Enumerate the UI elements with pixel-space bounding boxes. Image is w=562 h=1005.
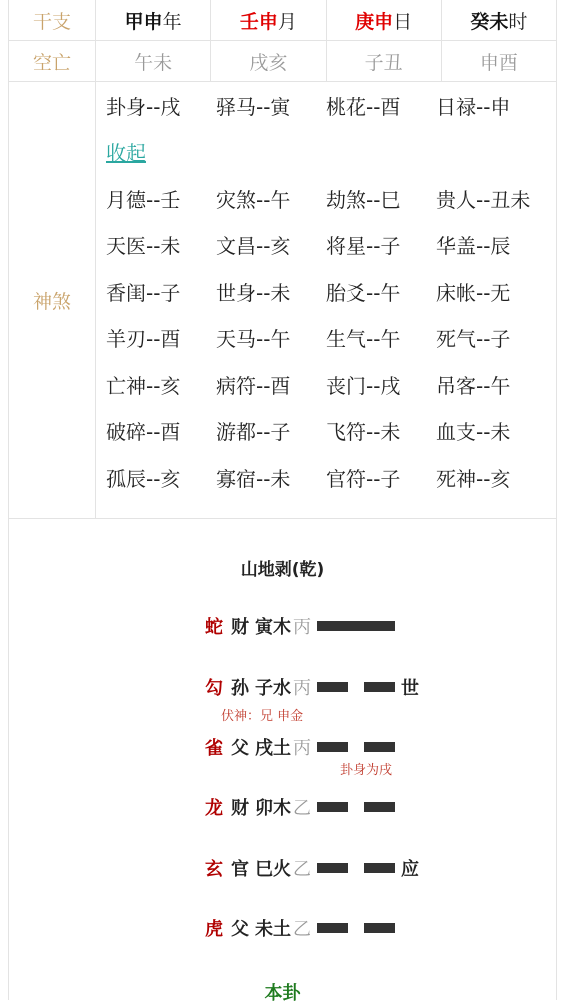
shensha-line bbox=[106, 454, 556, 501]
shensha-item: 血支--未 bbox=[436, 420, 511, 445]
shensha-item: 官符--子 bbox=[326, 466, 401, 491]
yin-line-left bbox=[317, 802, 348, 812]
yao-relation: 孙 bbox=[231, 678, 249, 699]
shensha-item: 胎爻--午 bbox=[326, 280, 401, 305]
shensha-item: 天马--午 bbox=[216, 327, 291, 352]
shensha-row bbox=[9, 82, 556, 519]
yao-line-6 bbox=[205, 613, 395, 639]
bengua-label: 本卦 bbox=[264, 983, 301, 1004]
yao-animal: 龙 bbox=[205, 798, 223, 819]
shensha-item: 破碎--酉 bbox=[106, 420, 181, 445]
yao-branch: 未土 bbox=[255, 919, 291, 940]
year-branch: 申 bbox=[143, 10, 163, 33]
ganzhi-label: 干支 bbox=[9, 0, 96, 40]
yao-relation: 父 bbox=[231, 919, 249, 940]
yao-branch: 子水 bbox=[255, 678, 291, 699]
yao-branch: 戌土 bbox=[255, 738, 291, 759]
yao-line-2 bbox=[205, 855, 419, 881]
month-pillar bbox=[211, 0, 326, 40]
shensha-item: 死神--亥 bbox=[436, 466, 511, 491]
shensha-item: 卦身--戌 bbox=[106, 94, 181, 119]
yao-stem: 乙 bbox=[293, 798, 311, 819]
shensha-item: 亡神--亥 bbox=[106, 373, 181, 398]
yin-line-right bbox=[364, 682, 395, 692]
shensha-line bbox=[106, 175, 556, 222]
shensha-item: 床帐--无 bbox=[436, 280, 511, 305]
ying-mark: 应 bbox=[401, 859, 419, 880]
shensha-item: 驿马--寅 bbox=[216, 94, 291, 119]
year-unit: 年 bbox=[162, 10, 182, 33]
shensha-content bbox=[96, 82, 556, 518]
hour-stem: 癸 bbox=[470, 10, 490, 33]
shensha-line bbox=[106, 268, 556, 315]
bazi-table bbox=[8, 0, 557, 519]
yao-stem: 丙 bbox=[293, 678, 311, 699]
yao-branch: 寅木 bbox=[255, 617, 291, 638]
yao-line-1 bbox=[205, 915, 395, 941]
yin-line-left bbox=[317, 682, 348, 692]
shensha-label: 神煞 bbox=[9, 82, 96, 518]
month-stem: 壬 bbox=[239, 10, 259, 33]
shensha-line bbox=[106, 361, 556, 408]
yao-relation: 财 bbox=[231, 617, 249, 638]
yin-line-left bbox=[317, 742, 348, 752]
yin-line-right bbox=[364, 802, 395, 812]
shensha-item: 病符--酉 bbox=[216, 373, 291, 398]
shensha-item: 生气--午 bbox=[326, 327, 401, 352]
shensha-item: 贵人--丑未 bbox=[436, 187, 531, 212]
yang-line bbox=[317, 621, 395, 631]
collapse-link[interactable]: 收起 bbox=[106, 141, 146, 166]
hexagram-title: 山地剥(乾) bbox=[240, 560, 325, 580]
shensha-item: 桃花--酉 bbox=[326, 94, 401, 119]
yao-relation: 官 bbox=[231, 859, 249, 880]
yao-stem: 丙 bbox=[293, 738, 311, 759]
kongwang-hour: 申酉 bbox=[479, 51, 518, 74]
kongwang-day: 子丑 bbox=[327, 41, 442, 81]
yao-stem: 乙 bbox=[293, 919, 311, 940]
guashen-note: 卦身为戌 bbox=[340, 763, 393, 778]
yao-line-3 bbox=[205, 794, 395, 820]
day-unit: 日 bbox=[393, 10, 413, 33]
shensha-item: 世身--未 bbox=[216, 280, 291, 305]
year-pillar bbox=[96, 0, 211, 40]
yin-line-left bbox=[317, 923, 348, 933]
yao-animal: 玄 bbox=[205, 859, 223, 880]
yao-relation: 财 bbox=[231, 798, 249, 819]
shensha-top-line bbox=[106, 82, 556, 129]
kongwang-month: 戌亥 bbox=[211, 41, 326, 81]
shensha-item: 孤辰--亥 bbox=[106, 466, 181, 491]
month-branch: 申 bbox=[258, 10, 278, 33]
shensha-item: 飞符--未 bbox=[326, 420, 401, 445]
hour-pillar bbox=[442, 0, 556, 40]
yao-stem: 乙 bbox=[293, 859, 311, 880]
shensha-item: 天医--未 bbox=[106, 234, 181, 259]
shensha-item: 月德--壬 bbox=[106, 187, 181, 212]
yao-branch: 卯木 bbox=[255, 798, 291, 819]
yao-animal: 虎 bbox=[205, 919, 223, 940]
shensha-item: 灾煞--午 bbox=[216, 187, 291, 212]
kongwang-label: 空亡 bbox=[9, 41, 96, 81]
kongwang-row bbox=[9, 41, 556, 82]
fushen-note: 伏神：兄 申金 bbox=[221, 709, 304, 724]
shensha-item: 香闺--子 bbox=[106, 280, 181, 305]
day-pillar bbox=[327, 0, 442, 40]
yin-line-right bbox=[364, 863, 395, 873]
shensha-item: 将星--子 bbox=[326, 234, 401, 259]
yao-animal: 勾 bbox=[205, 678, 223, 699]
hour-branch: 未 bbox=[489, 10, 509, 33]
shensha-item: 寡宿--未 bbox=[216, 466, 291, 491]
kongwang-year: 午未 bbox=[96, 41, 211, 81]
shensha-item: 华盖--辰 bbox=[436, 234, 511, 259]
shensha-item: 死气--子 bbox=[436, 327, 511, 352]
shensha-line bbox=[106, 315, 556, 362]
shensha-item: 吊客--午 bbox=[436, 373, 511, 398]
ganzhi-row bbox=[9, 0, 556, 41]
shensha-item: 游都--子 bbox=[216, 420, 291, 445]
shensha-item: 文昌--亥 bbox=[216, 234, 291, 259]
yao-branch: 巳火 bbox=[255, 859, 291, 880]
hexagram-panel bbox=[8, 517, 557, 1004]
yao-animal: 雀 bbox=[205, 738, 223, 759]
shensha-item: 羊刃--酉 bbox=[106, 327, 181, 352]
yin-line-right bbox=[364, 923, 395, 933]
day-branch: 申 bbox=[374, 10, 394, 33]
shensha-item: 日禄--申 bbox=[436, 94, 511, 119]
month-unit: 月 bbox=[277, 10, 297, 33]
shensha-item: 丧门--戌 bbox=[326, 373, 401, 398]
yao-line-4 bbox=[205, 734, 395, 760]
shensha-item: 劫煞--巳 bbox=[326, 187, 401, 212]
shensha-line bbox=[106, 408, 556, 455]
yin-line-left bbox=[317, 863, 348, 873]
hour-unit: 时 bbox=[508, 10, 528, 33]
yao-relation: 父 bbox=[231, 738, 249, 759]
shensha-line bbox=[106, 222, 556, 269]
shi-mark: 世 bbox=[401, 678, 419, 699]
yao-animal: 蛇 bbox=[205, 617, 223, 638]
yin-line-right bbox=[364, 742, 395, 752]
year-stem: 甲 bbox=[124, 10, 144, 33]
yao-stem: 丙 bbox=[293, 617, 311, 638]
day-stem: 庚 bbox=[355, 10, 375, 33]
yao-line-5 bbox=[205, 674, 419, 700]
